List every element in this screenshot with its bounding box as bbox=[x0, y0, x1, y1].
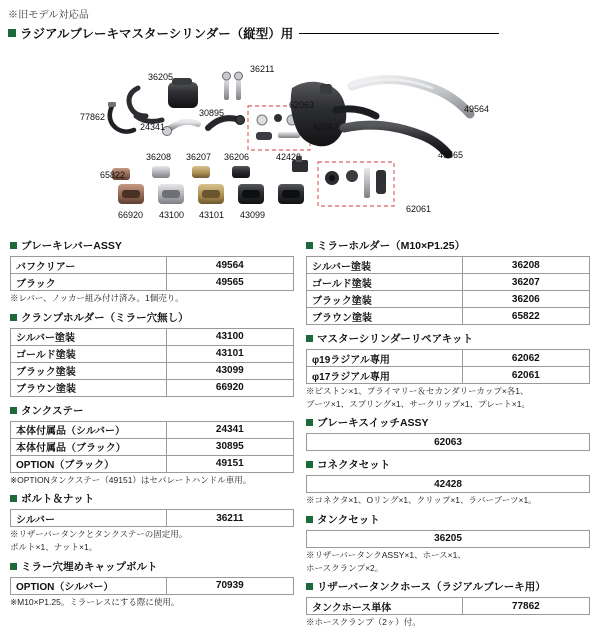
part-number[interactable]: 36206 bbox=[462, 291, 589, 308]
green-square-icon bbox=[306, 516, 313, 523]
part-label: タンクホース単体 bbox=[307, 598, 463, 615]
part-number[interactable]: 43100 bbox=[166, 328, 293, 345]
master-cylinder-body bbox=[291, 82, 376, 147]
brake-lever-black bbox=[344, 125, 448, 154]
table-row[interactable] bbox=[11, 328, 294, 345]
callout-66920: 66920 bbox=[118, 210, 144, 220]
callout-62063: 62063 bbox=[289, 100, 315, 110]
section-title-bolt-nut bbox=[10, 491, 294, 506]
part-number[interactable]: 62061 bbox=[462, 367, 589, 384]
table-row[interactable] bbox=[307, 291, 590, 308]
table-row[interactable] bbox=[11, 257, 294, 274]
table-row[interactable] bbox=[307, 434, 590, 451]
part-label: シルバー塗装 bbox=[11, 328, 167, 345]
table-row[interactable] bbox=[307, 598, 590, 615]
part-label: 本体付属品（ブラック） bbox=[11, 438, 167, 455]
part-label: ブラウン塗装 bbox=[307, 308, 463, 325]
table-row[interactable] bbox=[11, 362, 294, 379]
bolt-nut-part bbox=[223, 72, 243, 100]
table-row[interactable] bbox=[11, 274, 294, 291]
part-number[interactable]: 66920 bbox=[166, 379, 293, 396]
table-mirror-holder bbox=[306, 256, 590, 325]
section-title-reservoir-hose bbox=[306, 579, 590, 594]
callout-36208: 36208 bbox=[146, 152, 172, 162]
part-number[interactable]: 49151 bbox=[166, 455, 293, 472]
section-title-tank-stay bbox=[10, 403, 294, 418]
table-tank-stay bbox=[10, 421, 294, 473]
section-note: ※ホースクランプ（2ヶ）付。 bbox=[306, 617, 421, 628]
section-label: ブレーキスイッチASSY bbox=[317, 417, 429, 430]
callout-43101: 43101 bbox=[199, 210, 225, 220]
callout-43099: 43099 bbox=[240, 210, 266, 220]
section-title-brake-switch bbox=[306, 415, 590, 430]
part-label: ブラウン塗装 bbox=[11, 379, 167, 396]
callout-42428: 42428 bbox=[276, 152, 302, 162]
part-number[interactable]: 36208 bbox=[462, 257, 589, 274]
part-number[interactable]: 70939 bbox=[166, 577, 293, 594]
part-label: OPTION（シルバー） bbox=[11, 577, 167, 594]
part-label: シルバー bbox=[11, 510, 167, 527]
part-label: OPTION（ブラック） bbox=[11, 455, 167, 472]
section-note: ボルト×1、ナット×1。 bbox=[10, 541, 98, 552]
callout-77862: 77862 bbox=[80, 112, 106, 122]
part-label: シルバー塗装 bbox=[307, 257, 463, 274]
table-row[interactable] bbox=[307, 476, 590, 493]
green-square-icon bbox=[306, 419, 313, 426]
mirror-holder-parts bbox=[112, 166, 250, 180]
part-number[interactable]: 43099 bbox=[166, 362, 293, 379]
title-rule bbox=[299, 33, 499, 34]
section-label: ブレーキレバーASSY bbox=[21, 240, 122, 252]
section-note: ※コネクタ×1、Oリング×1、クリップ×1、ラバーブーツ×1。 bbox=[306, 495, 537, 506]
table-row[interactable] bbox=[11, 379, 294, 396]
green-square-icon bbox=[10, 563, 17, 570]
section-title-repair-kit bbox=[306, 331, 590, 346]
section-note: ホースクランプ×2。 bbox=[306, 562, 384, 573]
part-number[interactable]: 43101 bbox=[166, 345, 293, 362]
section-note: ※OPTIONタンクステー（49151）はセパレートハンドル車用。 bbox=[10, 474, 252, 485]
page-title-text: ラジアルブレーキマスターシリンダー（縦型）用 bbox=[20, 27, 294, 41]
table-cap-bolt bbox=[10, 577, 294, 595]
header-note: ※旧モデル対応品 bbox=[8, 10, 90, 21]
callout-43100: 43100 bbox=[159, 210, 185, 220]
green-square-icon bbox=[10, 242, 17, 249]
section-label: ミラーホルダー（M10×P1.25） bbox=[317, 240, 466, 252]
table-row[interactable] bbox=[11, 438, 294, 455]
section-title-mirror-holder bbox=[306, 238, 590, 253]
part-label: ブラック塗装 bbox=[307, 291, 463, 308]
table-row[interactable] bbox=[11, 577, 294, 594]
green-square-icon bbox=[10, 407, 17, 414]
callout-30895: 30895 bbox=[199, 108, 225, 118]
section-title-cap-bolt bbox=[10, 559, 294, 574]
part-number[interactable]: 42428 bbox=[307, 476, 590, 493]
part-number[interactable]: 49565 bbox=[166, 274, 293, 291]
part-label: ゴールド塗装 bbox=[11, 345, 167, 362]
table-row[interactable] bbox=[11, 345, 294, 362]
table-row[interactable] bbox=[11, 421, 294, 438]
callout-49564: 49564 bbox=[464, 104, 490, 114]
part-label: ブラック bbox=[11, 274, 167, 291]
green-square-icon bbox=[306, 335, 313, 342]
tank-stay-silver-part bbox=[163, 122, 199, 136]
part-number[interactable]: 62063 bbox=[307, 434, 590, 451]
table-row[interactable] bbox=[307, 367, 590, 384]
part-number[interactable]: 36211 bbox=[166, 510, 293, 527]
section-note: ※リザーバータンクとタンクステーの固定用。 bbox=[10, 529, 188, 540]
table-reservoir-hose bbox=[306, 597, 590, 615]
clamp-holder-parts bbox=[118, 184, 304, 204]
right-column bbox=[306, 232, 590, 628]
table-row[interactable] bbox=[307, 257, 590, 274]
section-title-brake-lever bbox=[10, 238, 294, 253]
parts-tables bbox=[0, 232, 600, 628]
section-note: ※M10×P1.25。ミラーレスにする際に使用。 bbox=[10, 596, 180, 607]
part-number[interactable]: 77862 bbox=[462, 598, 589, 615]
part-number[interactable]: 62062 bbox=[462, 350, 589, 367]
parts-diagram bbox=[0, 44, 600, 234]
part-number[interactable]: 49564 bbox=[166, 257, 293, 274]
table-row[interactable] bbox=[307, 530, 590, 547]
section-title-connector-set bbox=[306, 457, 590, 472]
section-note: ※レバー、ノッカー組み付け済み。1個売り。 bbox=[10, 293, 184, 303]
part-number[interactable]: 24341 bbox=[166, 421, 293, 438]
part-number[interactable]: 36207 bbox=[462, 274, 589, 291]
callout-62061: 62061 bbox=[406, 204, 432, 214]
table-row[interactable] bbox=[307, 350, 590, 367]
section-title-clamp-holder bbox=[10, 310, 294, 325]
table-clamp-holder bbox=[10, 328, 294, 397]
repair-kit-17-parts bbox=[325, 168, 386, 198]
callout-36211: 36211 bbox=[250, 64, 275, 74]
section-note: ※リザーバータンクASSY×1、ホース×1、 bbox=[306, 549, 466, 560]
green-square-icon bbox=[306, 242, 313, 249]
section-label: タンクセット bbox=[317, 513, 380, 526]
table-brake-switch bbox=[306, 433, 590, 451]
section-note: ブーツ×1、スプリング×1、サークリップ×1、プレート×1。 bbox=[306, 398, 530, 409]
reservoir-tank-part bbox=[129, 78, 198, 121]
callout-24341: 24341 bbox=[140, 122, 166, 132]
section-label: ボルト＆ナット bbox=[21, 493, 95, 506]
section-label: コネクタセット bbox=[317, 459, 391, 472]
callout-36207: 36207 bbox=[186, 152, 212, 162]
callout-62062: 62062 bbox=[313, 122, 339, 132]
section-label: マスターシリンダーリペアキット bbox=[317, 333, 474, 345]
part-label: 本体付属品（シルバー） bbox=[11, 421, 167, 438]
page-header bbox=[0, 0, 600, 42]
callout-36206: 36206 bbox=[224, 152, 250, 162]
part-label: ゴールド塗装 bbox=[307, 274, 463, 291]
table-connector-set bbox=[306, 475, 590, 493]
section-label: クランプホルダー（ミラー穴無し） bbox=[21, 311, 189, 324]
green-square-icon bbox=[10, 314, 17, 321]
diagram-svg bbox=[0, 44, 600, 234]
callout-36205: 36205 bbox=[148, 72, 174, 82]
part-number[interactable]: 65822 bbox=[462, 308, 589, 325]
table-row[interactable] bbox=[11, 510, 294, 527]
part-label: バフクリアー bbox=[11, 257, 167, 274]
brake-lever-silver bbox=[352, 79, 470, 114]
callout-65822: 65822 bbox=[100, 170, 126, 180]
green-square-icon bbox=[306, 461, 313, 468]
green-square-icon bbox=[306, 583, 313, 590]
table-row[interactable] bbox=[307, 308, 590, 325]
left-column bbox=[10, 232, 294, 628]
green-square-icon bbox=[8, 29, 16, 37]
section-title-tank-set bbox=[306, 512, 590, 527]
part-number[interactable]: 36205 bbox=[307, 530, 590, 547]
section-label: ミラー穴埋めキャップボルト bbox=[21, 560, 158, 573]
page-title bbox=[8, 24, 600, 42]
section-label: リザーバータンクホース（ラジアルブレーキ用） bbox=[317, 581, 546, 594]
green-square-icon bbox=[10, 495, 17, 502]
part-label: φ19ラジアル専用 bbox=[307, 350, 463, 367]
table-brake-lever bbox=[10, 256, 294, 291]
table-repair-kit bbox=[306, 349, 590, 384]
table-row[interactable] bbox=[11, 455, 294, 472]
table-tank-set bbox=[306, 530, 590, 548]
table-row[interactable] bbox=[307, 274, 590, 291]
callout-49565: 49565 bbox=[438, 150, 464, 160]
part-label: ブラック塗装 bbox=[11, 362, 167, 379]
part-label: φ17ラジアル専用 bbox=[307, 367, 463, 384]
section-note: ※ピストン×1、プライマリー＆セカンダリーカップ×各1、 bbox=[306, 386, 529, 396]
part-number[interactable]: 30895 bbox=[166, 438, 293, 455]
table-bolt-nut bbox=[10, 509, 294, 527]
section-label: タンクステー bbox=[21, 404, 84, 417]
